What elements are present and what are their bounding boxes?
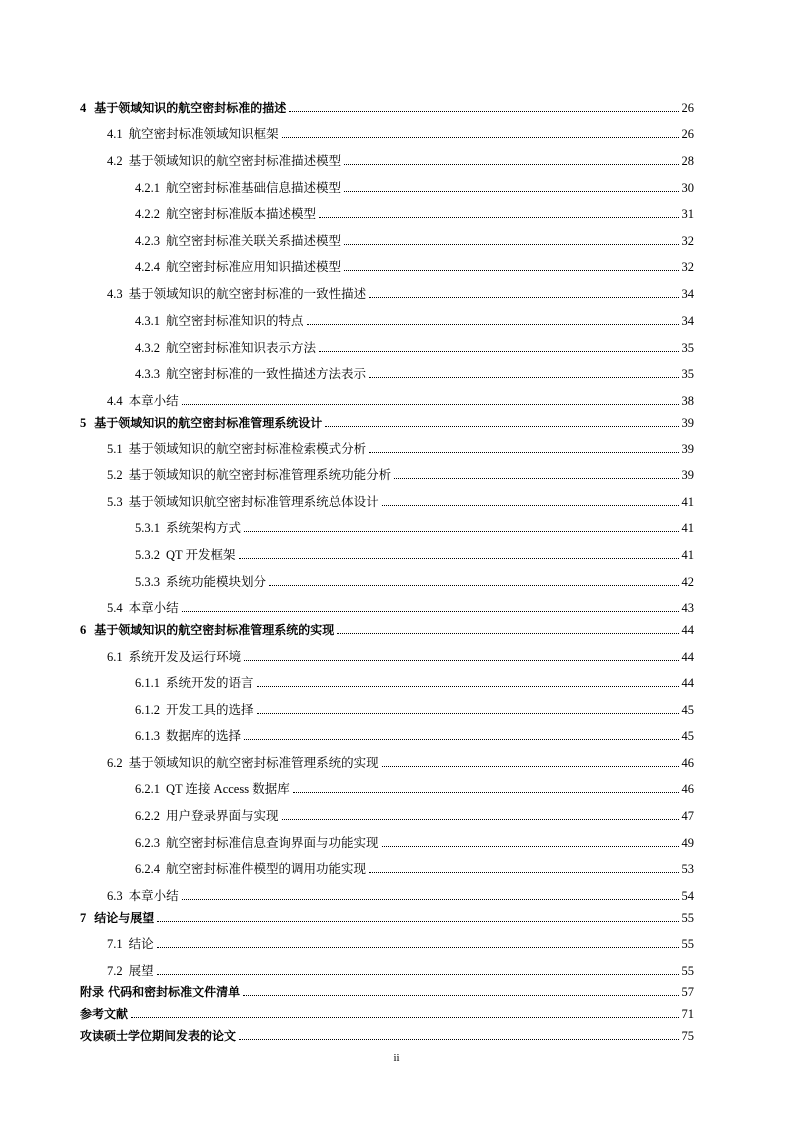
toc-entry[interactable] bbox=[135, 255, 694, 275]
dot-leader bbox=[269, 585, 678, 586]
toc-entry-title: 基于领域知识的航空密封标准的一致性描述 bbox=[128, 287, 367, 301]
toc-entry-title: 基于领域知识的航空密封标准管理系统设计 bbox=[94, 416, 323, 430]
toc-entry-page-number: 55 bbox=[681, 911, 694, 925]
toc-entry-number: 4.3.3 bbox=[135, 367, 160, 381]
toc-entry-page-number: 41 bbox=[681, 548, 694, 562]
page-number: ii bbox=[393, 1052, 400, 1064]
toc-entry-number: 7 bbox=[80, 911, 87, 925]
dot-leader bbox=[182, 611, 679, 612]
dot-leader bbox=[157, 921, 678, 922]
toc-entry-number: 5.1 bbox=[107, 442, 123, 456]
toc-entry-number: 5.4 bbox=[107, 601, 123, 615]
toc-entry-title: 系统架构方式 bbox=[166, 521, 242, 535]
dot-leader bbox=[344, 191, 678, 192]
toc-entry-title: 系统功能模块划分 bbox=[166, 575, 267, 589]
toc-entry-page-number: 35 bbox=[681, 341, 694, 355]
toc-entry[interactable] bbox=[107, 463, 694, 483]
toc-entry-title: 基于领域知识航空密封标准管理系统总体设计 bbox=[128, 495, 379, 509]
toc-entry-number: 5.3 bbox=[107, 495, 123, 509]
toc-entry-page-number: 41 bbox=[681, 495, 694, 509]
toc-entry-page-number: 49 bbox=[681, 836, 694, 850]
toc-entry-title: 航空密封标准的一致性描述方法表示 bbox=[166, 367, 367, 381]
toc-entry-number: 5.2 bbox=[107, 468, 123, 482]
toc-entry-page-number: 42 bbox=[681, 575, 694, 589]
toc-entry-page-number: 53 bbox=[681, 862, 694, 876]
toc-entry-number: 5.3.3 bbox=[135, 575, 160, 589]
toc-entry-number: 4.3.1 bbox=[135, 314, 160, 328]
toc-entry-page-number: 38 bbox=[681, 394, 694, 408]
toc-entry[interactable] bbox=[135, 857, 694, 877]
toc-entry[interactable] bbox=[107, 149, 694, 169]
dot-leader bbox=[382, 505, 679, 506]
toc-entry-number: 5 bbox=[80, 416, 87, 430]
toc-entry-title: 本章小结 bbox=[128, 601, 179, 615]
toc-entry-title: 航空密封标准信息查询界面与功能实现 bbox=[166, 836, 379, 850]
toc-entry-number: 6.1.2 bbox=[135, 703, 160, 717]
dot-leader bbox=[182, 404, 679, 405]
dot-leader bbox=[344, 270, 678, 271]
toc-entry-title: 航空密封标准领域知识框架 bbox=[128, 127, 279, 141]
toc-entry-number: 6 bbox=[80, 623, 87, 637]
dot-leader bbox=[394, 478, 678, 479]
toc-entry[interactable] bbox=[80, 906, 694, 926]
toc-entry-number: 4.1 bbox=[107, 127, 123, 141]
dot-leader bbox=[319, 217, 678, 218]
toc-entry-page-number: 39 bbox=[681, 442, 694, 456]
toc-entry-title: 基于领域知识的航空密封标准管理系统的实现 bbox=[94, 623, 335, 637]
dot-leader bbox=[239, 1039, 678, 1040]
toc-entry[interactable] bbox=[107, 389, 694, 409]
toc-entry[interactable] bbox=[135, 724, 694, 744]
toc-entry[interactable] bbox=[135, 362, 694, 382]
toc-entry-number: 4.2.1 bbox=[135, 181, 160, 195]
toc-entry-title: 系统开发的语言 bbox=[166, 676, 254, 690]
toc-entry[interactable] bbox=[135, 229, 694, 249]
toc-entry-title: 航空密封标准基础信息描述模型 bbox=[166, 181, 342, 195]
toc-entry[interactable] bbox=[107, 490, 694, 510]
toc-entry-page-number: 30 bbox=[681, 181, 694, 195]
toc-entry-page-number: 28 bbox=[681, 154, 694, 168]
dot-leader bbox=[382, 766, 679, 767]
toc-entry-page-number: 45 bbox=[681, 729, 694, 743]
toc-entry-title: QT 连接 Access 数据库 bbox=[166, 782, 290, 796]
toc-entry[interactable] bbox=[135, 336, 694, 356]
toc-entry[interactable] bbox=[107, 645, 694, 665]
dot-leader bbox=[337, 633, 678, 634]
toc-entry-title: 本章小结 bbox=[128, 394, 179, 408]
toc-entry[interactable] bbox=[135, 698, 694, 718]
toc-entry-page-number: 75 bbox=[681, 1029, 694, 1043]
toc-entry[interactable] bbox=[135, 176, 694, 196]
toc-entry-number: 6.2.4 bbox=[135, 862, 160, 876]
dot-leader bbox=[244, 739, 678, 740]
dot-leader bbox=[157, 947, 679, 948]
toc-entry-page-number: 55 bbox=[681, 964, 694, 978]
toc-entry-number: 5.3.2 bbox=[135, 548, 160, 562]
toc-entry-number: 6.2.2 bbox=[135, 809, 160, 823]
toc-entry[interactable] bbox=[135, 543, 694, 563]
dot-leader bbox=[344, 164, 678, 165]
toc-entry-page-number: 39 bbox=[681, 416, 694, 430]
dot-leader bbox=[257, 686, 679, 687]
toc-entry-title: 参考文献 bbox=[80, 1007, 129, 1021]
toc-entry[interactable] bbox=[107, 884, 694, 904]
toc-entry-number: 4.2.4 bbox=[135, 260, 160, 274]
toc-entry-page-number: 57 bbox=[681, 985, 694, 999]
dot-leader bbox=[289, 111, 678, 112]
toc-entry-page-number: 39 bbox=[681, 468, 694, 482]
toc-entry-title: 航空密封标准应用知识描述模型 bbox=[166, 260, 342, 274]
toc-entry[interactable] bbox=[107, 596, 694, 616]
toc-entry-page-number: 44 bbox=[681, 676, 694, 690]
toc-entry-page-number: 26 bbox=[681, 127, 694, 141]
toc-entry[interactable] bbox=[135, 777, 694, 797]
dot-leader bbox=[182, 899, 679, 900]
toc-entry-page-number: 34 bbox=[681, 314, 694, 328]
toc-entry-number: 6.1.3 bbox=[135, 729, 160, 743]
toc-entry-title: 展望 bbox=[128, 964, 154, 978]
toc-entry[interactable] bbox=[135, 202, 694, 222]
toc-entry-page-number: 35 bbox=[681, 367, 694, 381]
toc-entry[interactable] bbox=[107, 437, 694, 457]
toc-entry-title: 航空密封标准知识的特点 bbox=[166, 314, 304, 328]
toc-entry-title: 攻读硕士学位期间发表的论文 bbox=[80, 1029, 237, 1043]
toc-entry[interactable] bbox=[80, 1024, 694, 1044]
toc-entry-title: 数据库的选择 bbox=[166, 729, 242, 743]
toc-entry-page-number: 71 bbox=[681, 1007, 694, 1021]
toc-entry-title: 结论 bbox=[128, 937, 154, 951]
toc-entry[interactable] bbox=[135, 804, 694, 824]
toc-entry-number: 6.2 bbox=[107, 756, 123, 770]
toc-entry[interactable] bbox=[80, 618, 694, 638]
toc-entry-number: 6.2.1 bbox=[135, 782, 160, 796]
dot-leader bbox=[369, 452, 678, 453]
dot-leader bbox=[382, 846, 679, 847]
toc-entry-page-number: 32 bbox=[681, 234, 694, 248]
toc-entry-page-number: 47 bbox=[681, 809, 694, 823]
dot-leader bbox=[282, 819, 679, 820]
toc-entry[interactable] bbox=[135, 516, 694, 536]
dot-leader bbox=[131, 1017, 678, 1018]
toc-entry-title: 基于领域知识的航空密封标准的描述 bbox=[94, 101, 287, 115]
toc-entry-title: 系统开发及运行环境 bbox=[128, 650, 242, 664]
toc-entry-title: 本章小结 bbox=[128, 889, 179, 903]
dot-leader bbox=[369, 872, 678, 873]
toc-entry-page-number: 32 bbox=[681, 260, 694, 274]
toc-entry-number: 7.2 bbox=[107, 964, 123, 978]
toc-entry[interactable] bbox=[107, 122, 694, 142]
toc-entry-title: 附录 代码和密封标准文件清单 bbox=[80, 985, 241, 999]
toc-entry-number: 4.3.2 bbox=[135, 341, 160, 355]
toc-entry-page-number: 44 bbox=[681, 623, 694, 637]
toc-entry-title: 航空密封标准版本描述模型 bbox=[166, 207, 317, 221]
toc-entry-number: 4.2 bbox=[107, 154, 123, 168]
toc-entry-number: 6.2.3 bbox=[135, 836, 160, 850]
toc-entry-title: 结论与展望 bbox=[94, 911, 155, 925]
toc-entry-number: 6.3 bbox=[107, 889, 123, 903]
toc-entry[interactable] bbox=[135, 831, 694, 851]
toc-entry[interactable] bbox=[80, 980, 694, 1000]
toc-entry-title: 基于领域知识的航空密封标准描述模型 bbox=[128, 154, 342, 168]
toc-entry-number: 6.1.1 bbox=[135, 676, 160, 690]
toc-entry-page-number: 44 bbox=[681, 650, 694, 664]
toc-entry[interactable] bbox=[135, 671, 694, 691]
toc-entry-title: 基于领域知识的航空密封标准管理系统的实现 bbox=[128, 756, 379, 770]
dot-leader bbox=[344, 244, 678, 245]
toc-entry[interactable] bbox=[80, 1002, 694, 1022]
toc-entry-number: 4 bbox=[80, 101, 87, 115]
dot-leader bbox=[282, 137, 679, 138]
toc-entry[interactable] bbox=[135, 309, 694, 329]
dot-leader bbox=[244, 660, 678, 661]
toc-entry-title: 基于领域知识的航空密封标准管理系统功能分析 bbox=[128, 468, 392, 482]
toc-entry-page-number: 46 bbox=[681, 756, 694, 770]
toc-entry[interactable] bbox=[80, 96, 694, 116]
dot-leader bbox=[369, 377, 678, 378]
dot-leader bbox=[319, 351, 678, 352]
toc-entry-title: QT 开发框架 bbox=[166, 548, 236, 562]
toc-entry-title: 航空密封标准件模型的调用功能实现 bbox=[166, 862, 367, 876]
dot-leader bbox=[157, 974, 679, 975]
toc-entry[interactable] bbox=[80, 411, 694, 431]
toc-entry-number: 4.4 bbox=[107, 394, 123, 408]
toc-entry[interactable] bbox=[107, 932, 694, 952]
toc-entry-number: 4.2.3 bbox=[135, 234, 160, 248]
toc-entry-title: 基于领域知识的航空密封标准检索模式分析 bbox=[128, 442, 367, 456]
toc-entry-page-number: 41 bbox=[681, 521, 694, 535]
toc-entry-title: 开发工具的选择 bbox=[166, 703, 254, 717]
toc-entry[interactable] bbox=[107, 959, 694, 979]
toc-entry-number: 7.1 bbox=[107, 937, 123, 951]
dot-leader bbox=[325, 426, 678, 427]
toc-entry-number: 4.2.2 bbox=[135, 207, 160, 221]
toc-entry-page-number: 46 bbox=[681, 782, 694, 796]
toc-entry-page-number: 55 bbox=[681, 937, 694, 951]
toc-entry-page-number: 43 bbox=[681, 601, 694, 615]
dot-leader bbox=[244, 531, 678, 532]
toc-entry[interactable] bbox=[107, 751, 694, 771]
toc-entry-number: 5.3.1 bbox=[135, 521, 160, 535]
toc-entry-page-number: 34 bbox=[681, 287, 694, 301]
toc-entry-title: 航空密封标准关联关系描述模型 bbox=[166, 234, 342, 248]
toc-entry-page-number: 26 bbox=[681, 101, 694, 115]
dot-leader bbox=[257, 713, 679, 714]
toc-entry-title: 用户登录界面与实现 bbox=[166, 809, 279, 823]
dot-leader bbox=[239, 558, 679, 559]
toc-entry-number: 6.1 bbox=[107, 650, 123, 664]
dot-leader bbox=[243, 995, 678, 996]
toc-entry[interactable] bbox=[107, 282, 694, 302]
dot-leader bbox=[293, 792, 679, 793]
dot-leader bbox=[369, 297, 678, 298]
dot-leader bbox=[307, 324, 679, 325]
toc-entry-page-number: 31 bbox=[681, 207, 694, 221]
toc-entry-number: 4.3 bbox=[107, 287, 123, 301]
toc-entry-title: 航空密封标准知识表示方法 bbox=[166, 341, 317, 355]
toc-entry-page-number: 45 bbox=[681, 703, 694, 717]
toc-entry[interactable] bbox=[135, 570, 694, 590]
toc-entry-page-number: 54 bbox=[681, 889, 694, 903]
